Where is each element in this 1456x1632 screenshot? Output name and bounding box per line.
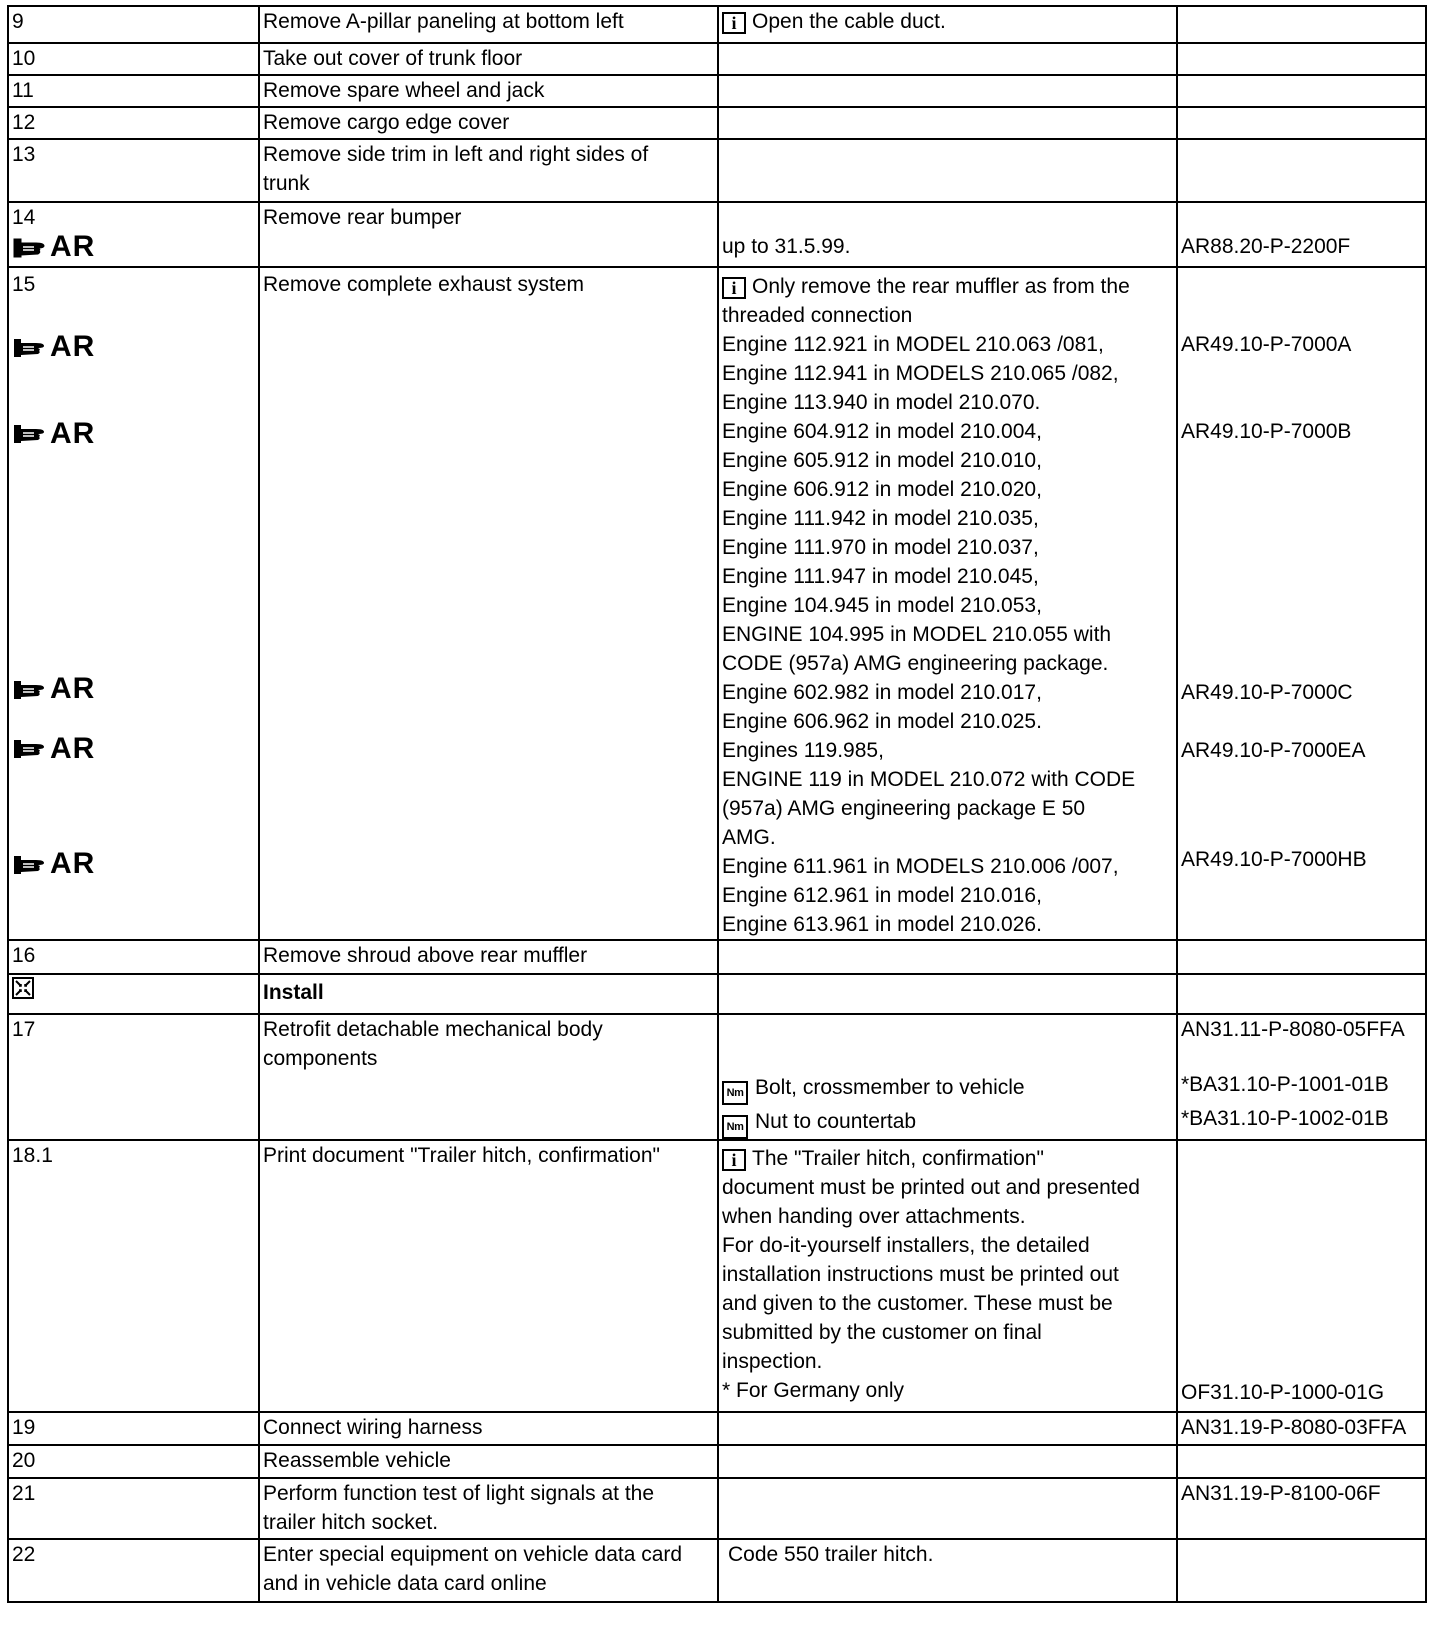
step-note	[718, 107, 1177, 139]
doc-ref-link[interactable]: AN31.11-P-8080-05FFA	[1181, 1018, 1405, 1041]
step-action: Remove cargo edge cover	[259, 107, 718, 139]
doc-ref-link[interactable]: *BA31.10-P-1002-01B	[1181, 1107, 1389, 1130]
step-number: 21	[8, 1478, 259, 1539]
step-action: Remove rear bumper	[259, 202, 718, 267]
doc-ref-cell	[1177, 43, 1426, 75]
step-number: 16	[8, 940, 259, 974]
table-row	[8, 1445, 1426, 1478]
note-line: when handing over attachments.	[722, 1205, 1026, 1228]
hand-pointing-icon	[12, 422, 46, 444]
step-action: Print document "Trailer hitch, confirmation"	[259, 1140, 718, 1412]
engine-line: Engine 611.961 in MODELS 210.006 /007,	[722, 855, 1119, 878]
ar-reference	[12, 849, 95, 878]
step-action: Connect wiring harness	[259, 1412, 718, 1445]
doc-ref-link[interactable]: *BA31.10-P-1001-01B	[1181, 1073, 1389, 1096]
doc-ref-cell	[1177, 139, 1426, 202]
table-row	[8, 1412, 1426, 1445]
action-line: Remove side trim in left and right sides of	[263, 143, 649, 166]
engine-line: Engine 606.962 in model 210.025.	[722, 710, 1042, 733]
action-line: components	[263, 1047, 378, 1070]
engine-line: Engine 104.945 in model 210.053,	[722, 594, 1042, 617]
table-row	[8, 267, 1426, 940]
engine-line: Engine 111.970 in model 210.037,	[722, 536, 1039, 559]
engine-line: Engines 119.985,	[722, 739, 884, 762]
step-note	[718, 75, 1177, 107]
step-action	[259, 1014, 718, 1140]
step-note	[718, 6, 1177, 43]
step-number: 17	[8, 1014, 259, 1140]
ar-label: AR	[50, 330, 96, 363]
step-note	[718, 139, 1177, 202]
doc-ref-link[interactable]: AR49.10-P-7000C	[1181, 681, 1353, 704]
action-line: Retrofit detachable mechanical body	[263, 1018, 603, 1041]
doc-ref-cell	[1177, 974, 1426, 1014]
engine-line: Engine 111.947 in model 210.045,	[722, 565, 1039, 588]
doc-ref-cell	[1177, 1140, 1426, 1412]
ar-reference	[12, 332, 95, 361]
engine-line: CODE (957a) AMG engineering package.	[722, 652, 1109, 675]
step-note	[718, 1412, 1177, 1445]
table-row	[8, 107, 1426, 139]
engine-line: Engine 113.940 in model 210.070.	[722, 391, 1041, 414]
step-action	[259, 139, 718, 202]
table-row	[8, 1539, 1426, 1602]
ar-label: AR	[50, 672, 96, 705]
doc-ref-cell	[1177, 1445, 1426, 1478]
doc-ref-link[interactable]: AN31.19-P-8100-06F	[1181, 1482, 1381, 1505]
torque-item: Nm Bolt, crossmember to vehicle	[722, 1073, 1176, 1107]
doc-ref-link[interactable]: AR49.10-P-7000EA	[1181, 739, 1366, 762]
note-line: document must be printed out and presented	[722, 1176, 1140, 1199]
engine-line: Engine 613.961 in model 210.026.	[722, 913, 1042, 936]
table-row	[8, 940, 1426, 974]
ar-reference	[12, 674, 95, 703]
table-row	[8, 1014, 1426, 1140]
step-number	[8, 202, 259, 267]
note-line: * For Germany only	[722, 1379, 905, 1402]
engine-line: Engine 612.961 in model 210.016,	[722, 884, 1042, 907]
doc-ref-cell	[1177, 6, 1426, 43]
engine-line: Engine 112.921 in MODEL 210.063 /081,	[722, 333, 1104, 356]
doc-ref-cell	[1177, 107, 1426, 139]
action-line: and in vehicle data card online	[263, 1572, 547, 1595]
step-action: Remove shroud above rear muffler	[259, 940, 718, 974]
install-icon	[12, 977, 34, 999]
ar-reference	[12, 416, 96, 450]
note-line: threaded connection	[722, 304, 913, 327]
hand-pointing-icon	[12, 678, 46, 700]
table-row	[8, 139, 1426, 202]
doc-ref-link[interactable]: OF31.10-P-1000-01G	[1181, 1381, 1385, 1404]
step-number: 19	[8, 1412, 259, 1445]
step-note	[718, 1014, 1177, 1140]
ar-label: AR	[50, 230, 96, 263]
step-number-text: 15	[12, 273, 36, 296]
doc-ref-link[interactable]: AR49.10-P-7000HB	[1181, 848, 1367, 871]
step-action: Remove A-pillar paneling at bottom left	[259, 6, 718, 43]
step-number: 9	[8, 6, 259, 43]
doc-ref-cell	[1177, 267, 1426, 940]
action-line: trailer hitch socket.	[263, 1511, 439, 1534]
step-action: Reassemble vehicle	[259, 1445, 718, 1478]
engine-line: Engine 112.941 in MODELS 210.065 /082,	[722, 362, 1119, 385]
ar-reference	[12, 232, 95, 261]
step-action: Remove spare wheel and jack	[259, 75, 718, 107]
note-line: inspection.	[722, 1350, 823, 1373]
info-icon: i	[722, 1149, 746, 1171]
step-number: 22	[8, 1539, 259, 1602]
doc-ref-cell	[1177, 1412, 1426, 1445]
torque-icon: Nm	[722, 1081, 748, 1105]
table-row	[8, 1140, 1426, 1412]
condition-text: up to 31.5.99.	[722, 235, 851, 258]
step-action	[259, 1478, 718, 1539]
table-row	[8, 1478, 1426, 1539]
action-line: trunk	[263, 172, 310, 195]
table-row	[8, 202, 1426, 267]
engine-line: Engine 606.912 in model 210.020,	[722, 478, 1042, 501]
step-note	[718, 43, 1177, 75]
note-text: Open the cable duct.	[752, 10, 946, 33]
info-icon: i	[722, 12, 746, 34]
step-note	[718, 1539, 1177, 1602]
work-steps-table	[7, 5, 1427, 1603]
step-note	[718, 202, 1177, 267]
engine-line: Engine 605.912 in model 210.010,	[722, 449, 1042, 472]
hand-pointing-icon	[12, 853, 46, 875]
engine-line: AMG.	[722, 826, 776, 849]
torque-icon: Nm	[722, 1115, 748, 1139]
engine-line: ENGINE 119 in MODEL 210.072 with CODE	[722, 768, 1136, 791]
engine-line: Engine 602.982 in model 210.017,	[722, 681, 1042, 704]
table-row	[8, 974, 1426, 1014]
ar-label: AR	[50, 847, 96, 880]
doc-ref-cell	[1177, 202, 1426, 267]
step-note	[718, 1445, 1177, 1478]
step-number-text: 14	[12, 206, 36, 229]
doc-ref-cell	[1177, 75, 1426, 107]
step-action	[259, 1539, 718, 1602]
step-number: 13	[8, 139, 259, 202]
doc-ref-link[interactable]: AR49.10-P-7000A	[1181, 333, 1352, 356]
doc-ref-link[interactable]: AN31.19-P-8080-03FFA	[1181, 1416, 1407, 1439]
step-number: 11	[8, 75, 259, 107]
torque-item: Nm Nut to countertab	[722, 1107, 1176, 1139]
doc-ref-cell	[1177, 1478, 1426, 1539]
engine-line: (957a) AMG engineering package E 50	[722, 797, 1086, 820]
note-line: i The "Trailer hitch, confirmation"	[722, 1144, 1176, 1173]
ar-label: AR	[50, 731, 96, 765]
section-heading: Install	[259, 974, 718, 1014]
step-note	[718, 1478, 1177, 1539]
action-line: Enter special equipment on vehicle data card	[263, 1543, 683, 1566]
note-line: submitted by the customer on final	[722, 1321, 1042, 1344]
doc-ref-cell	[1177, 940, 1426, 974]
doc-ref-cell	[1177, 1014, 1426, 1140]
hand-pointing-icon	[12, 236, 46, 258]
doc-ref-cell	[1177, 1539, 1426, 1602]
info-icon: i	[722, 277, 746, 299]
note-text: Code 550 trailer hitch.	[728, 1543, 934, 1566]
engine-line: ENGINE 104.995 in MODEL 210.055 with	[722, 623, 1112, 646]
hand-pointing-icon	[12, 336, 46, 358]
step-number: 18.1	[8, 1140, 259, 1412]
step-action: Take out cover of trunk floor	[259, 43, 718, 75]
note-line: installation instructions must be printed out	[722, 1263, 1119, 1286]
hand-pointing-icon	[12, 737, 46, 759]
ar-label: AR	[50, 416, 96, 450]
ar-reference	[12, 731, 96, 765]
step-number: 20	[8, 1445, 259, 1478]
step-number: 12	[8, 107, 259, 139]
step-note	[718, 974, 1177, 1014]
step-note	[718, 940, 1177, 974]
step-number	[8, 267, 259, 940]
table-row	[8, 75, 1426, 107]
note-line: i Only remove the rear muffler as from the	[722, 272, 1176, 301]
engine-line: Engine 111.942 in model 210.035,	[722, 507, 1039, 530]
table-row	[8, 6, 1426, 43]
table-row	[8, 43, 1426, 75]
doc-ref-link[interactable]: AR49.10-P-7000B	[1181, 420, 1352, 443]
note-line: and given to the customer. These must be	[722, 1292, 1113, 1315]
engine-line: Engine 604.912 in model 210.004,	[722, 420, 1042, 443]
step-note	[718, 267, 1177, 940]
step-action: Remove complete exhaust system	[259, 267, 718, 940]
doc-ref-link[interactable]: AR88.20-P-2200F	[1181, 235, 1351, 258]
step-number: 10	[8, 43, 259, 75]
note-line: For do-it-yourself installers, the detailed	[722, 1234, 1090, 1257]
action-line: Perform function test of light signals at the	[263, 1482, 655, 1505]
install-icon-cell	[8, 974, 259, 1014]
step-note	[718, 1140, 1177, 1412]
